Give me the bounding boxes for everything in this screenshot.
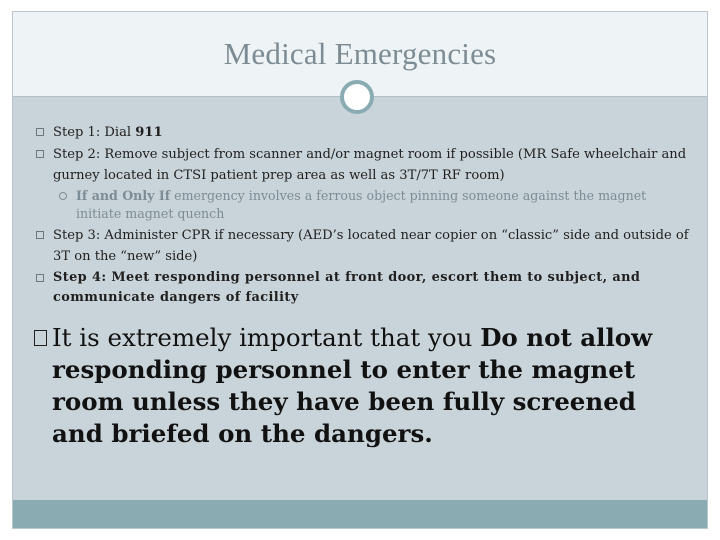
step-4-text: Step 4: Meet responding personnel at front door, escort them to subject, and communicate dangers of facility [53,270,641,305]
square-bullet-icon [34,330,47,346]
emphasis-lead: It is extremely important that you [52,323,481,352]
square-bullet-icon [36,150,44,158]
circle-bullet-icon [59,192,67,200]
emphasis-statement [36,322,692,450]
step-3-text: Step 3: Administer CPR if necessary (AED’s located near copier on “classic” side and outside of 3T on the “new” side) [53,228,689,264]
bullet-step-3 [36,225,690,267]
circle-ornament-icon [340,80,374,114]
square-bullet-icon [36,231,44,239]
bullet-step-2 [36,144,690,186]
slide-title: Medical Emergencies [223,36,497,71]
bullet-step-1 [36,122,690,143]
step-1-number: 911 [135,125,163,140]
emphasis-bold: Do not allow responding personnel to enter the magnet room unless they have been fully screened and briefed on the dangers. [52,323,653,448]
step-1-label: Step 1: Dial [53,125,136,140]
bullet-step-4 [36,268,690,308]
slide-content [36,122,690,450]
sub-bullet-strong: If and Only If [76,188,171,203]
square-bullet-icon [36,128,44,136]
sub-bullet-text: emergency involves a ferrous object pinning someone against the magnet initiate magnet quench [76,188,647,221]
step-2-text: Step 2: Remove subject from scanner and/or magnet room if possible (MR Safe wheelchair and gurney located in CTSI patient prep area as well as 3T/7T RF room) [53,147,687,183]
sub-bullet-quench [36,187,690,223]
square-bullet-icon [36,274,44,282]
